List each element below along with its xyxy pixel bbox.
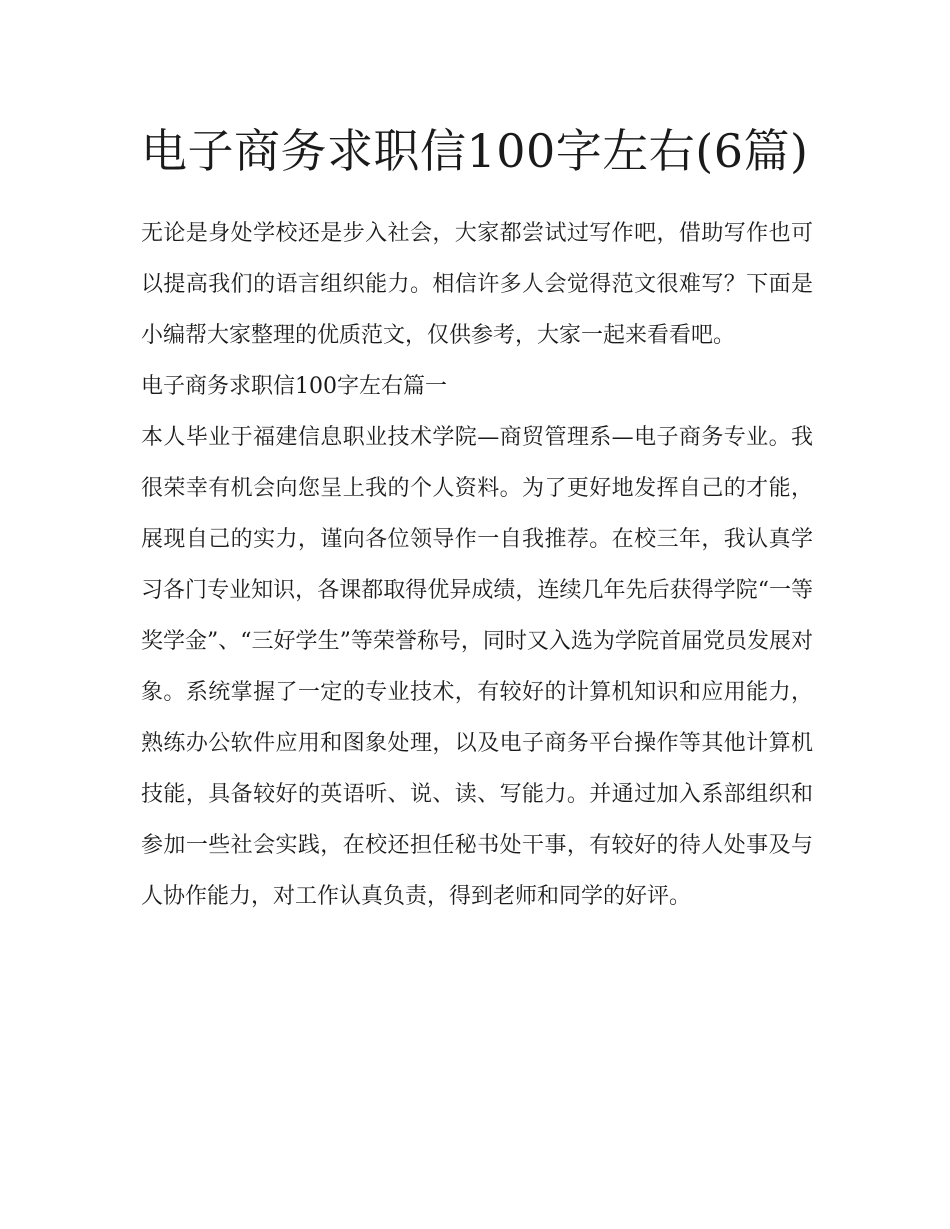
section-heading: 电子商务求职信100字左右篇一 (141, 374, 447, 399)
intro-paragraph: 无论是身处学校还是步入社会，大家都尝试过写作吧，借助写作也可以提高我们的语言组织能力。相信许多人会觉得范文很难写？下面是小编帮大家整理的优质范文，仅供参考，大家一起来看看吧。 (141, 221, 813, 348)
body-paragraph: 本人毕业于福建信息职业技术学院—商贸管理系—电子商务专业。我很荣幸有机会向您呈上我的个人资料。为了更好地发挥自己的才能，展现自己的实力，谨向各位领导作一自我推荐。在校三年，我认真学习各门专业知识，各课都取得优异成绩，连续几年先后获得学院“一等奖学金”、“三好学生”等荣誉称号，同时又入选为学院首届党员发展对象。系统掌握了一定的专业技术，有较好的计算机知识和应用能力，熟练办公软件应用和图象处理，以及电子商务平台操作等其他计算机技能，具备较好的英语听、说、读、写能力。并通过加入系部组织和参加一些社会实践，在校还担任秘书处干事，有较好的待人处事及与人协作能力，对工作认真负责，得到老师和同学的好评。 (141, 425, 813, 909)
document-page (141, 112, 813, 922)
document-title: 电子商务求职信100字左右(6篇) (141, 124, 809, 178)
